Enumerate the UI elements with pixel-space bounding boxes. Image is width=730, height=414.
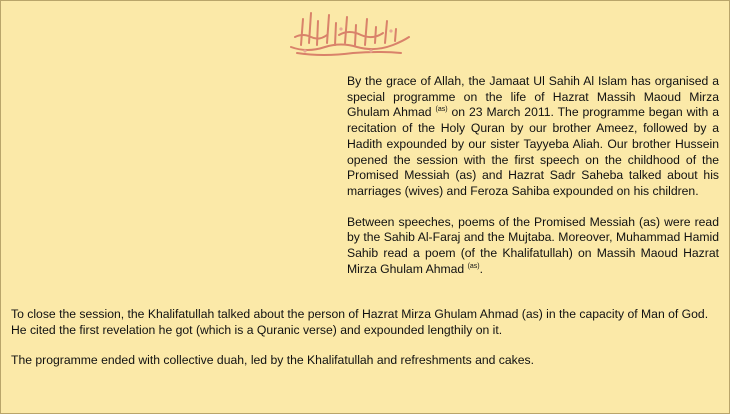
poems-text-part-2: . [479, 261, 484, 276]
paragraph-intro [347, 74, 719, 200]
paragraph-closing-speech: To close the session, the Khalifatullah talked about the person of Hazrat Mirza Ghulam Ahmad (as) in the capacity of Man of God. He cited the first revelation he got (which is a Quranic verse) and expounded lengthily on it. [11, 307, 709, 337]
paragraph-poems [347, 215, 719, 278]
full-width-text [11, 307, 723, 384]
intro-superscript: (as) [435, 106, 448, 114]
intro-text-part-1: By the grace of Allah, the Jamaat Ul Sahih Al Islam has organised a special programme on the life of Hazrat Massih Maoud Mirza Ghulam Ahmad [347, 74, 719, 120]
intro-text-part-2: on 23 March 2011. The programme began with a recitation of the Holy Quran by our brother Ameez, followed by a Hadith expounded by our sister Tayyeba Aliah. Our brother Hussein opened the session with the first speech on the childhood of the Promised Messiah (as) and Hazrat Sadr Saheba talked about his marriages (wives) and Feroza Sahiba expounded on his children. [347, 105, 719, 198]
poems-text-part-1: Between speeches, poems of the Promised Messiah (as) were read by the Sahib Al-Faraj and the Mujtaba. Moreover, Muhammad Hamid Sahib read a poem (of the Khalifatullah) on Massih Maoud Hazrat Mirza Ghulam Ahmad [347, 214, 719, 276]
poems-superscript: (as) [467, 262, 480, 270]
bismillah-calligraphy-icon [283, 7, 415, 59]
paragraph-ending: The programme ended with collective duah, led by the Khalifatullah and refreshments and cakes. [11, 353, 535, 368]
right-column-text [347, 74, 719, 292]
